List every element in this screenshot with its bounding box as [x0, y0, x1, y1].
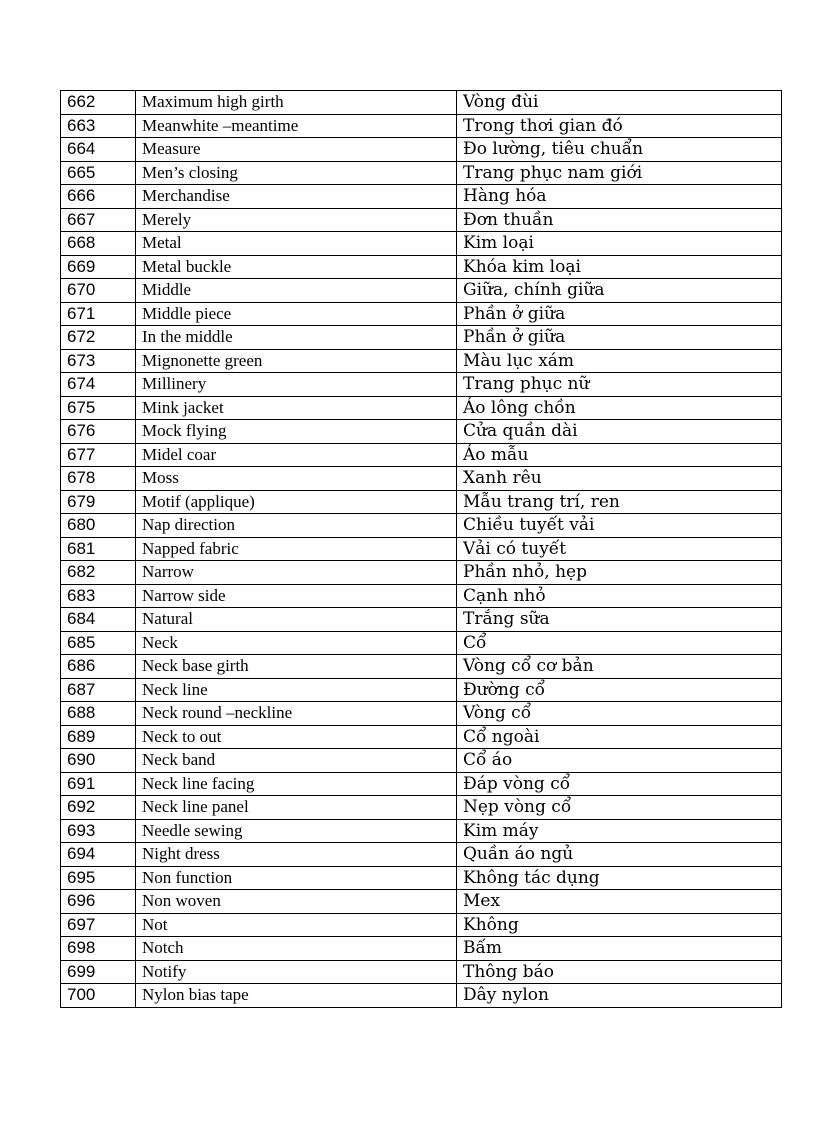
- vietnamese-term: Bấm: [457, 937, 782, 961]
- english-term: Neck band: [136, 749, 457, 773]
- vietnamese-term: Trắng sữa: [457, 608, 782, 632]
- table-row: [61, 772, 782, 796]
- term-number: 676: [61, 420, 136, 444]
- english-term: Middle: [136, 279, 457, 303]
- english-term: Neck round –neckline: [136, 702, 457, 726]
- glossary-table: [60, 90, 782, 1008]
- term-number: 662: [61, 91, 136, 115]
- term-number: 666: [61, 185, 136, 209]
- term-number: 699: [61, 960, 136, 984]
- vietnamese-term: Đo lường, tiêu chuẩn: [457, 138, 782, 162]
- table-row: [61, 678, 782, 702]
- vietnamese-term: Hàng hóa: [457, 185, 782, 209]
- vietnamese-term: Vòng cổ: [457, 702, 782, 726]
- table-row: [61, 819, 782, 843]
- term-number: 686: [61, 655, 136, 679]
- english-term: In the middle: [136, 326, 457, 350]
- english-term: Measure: [136, 138, 457, 162]
- english-term: Merely: [136, 208, 457, 232]
- vietnamese-term: Vải có tuyết: [457, 537, 782, 561]
- glossary-body: [61, 91, 782, 1008]
- table-row: [61, 302, 782, 326]
- table-row: [61, 702, 782, 726]
- term-number: 673: [61, 349, 136, 373]
- term-number: 697: [61, 913, 136, 937]
- table-row: [61, 232, 782, 256]
- table-row: [61, 138, 782, 162]
- english-term: Midel coar: [136, 443, 457, 467]
- vietnamese-term: Chiều tuyết vải: [457, 514, 782, 538]
- term-number: 695: [61, 866, 136, 890]
- vietnamese-term: Trang phục nam giới: [457, 161, 782, 185]
- english-term: Middle piece: [136, 302, 457, 326]
- table-row: [61, 373, 782, 397]
- table-row: [61, 326, 782, 350]
- vietnamese-term: Kim máy: [457, 819, 782, 843]
- term-number: 690: [61, 749, 136, 773]
- vietnamese-term: Trong thơi gian đó: [457, 114, 782, 138]
- english-term: Motif (applique): [136, 490, 457, 514]
- table-row: [61, 185, 782, 209]
- english-term: Mignonette green: [136, 349, 457, 373]
- english-term: Maximum high girth: [136, 91, 457, 115]
- term-number: 671: [61, 302, 136, 326]
- english-term: Mink jacket: [136, 396, 457, 420]
- term-number: 687: [61, 678, 136, 702]
- term-number: 692: [61, 796, 136, 820]
- vietnamese-term: Áo mẫu: [457, 443, 782, 467]
- term-number: 685: [61, 631, 136, 655]
- term-number: 694: [61, 843, 136, 867]
- term-number: 677: [61, 443, 136, 467]
- english-term: Nylon bias tape: [136, 984, 457, 1008]
- english-term: Merchandise: [136, 185, 457, 209]
- vietnamese-term: Phần ở giữa: [457, 302, 782, 326]
- table-row: [61, 584, 782, 608]
- table-row: [61, 279, 782, 303]
- table-row: [61, 161, 782, 185]
- table-row: [61, 91, 782, 115]
- table-row: [61, 467, 782, 491]
- english-term: Notch: [136, 937, 457, 961]
- vietnamese-term: Nẹp vòng cổ: [457, 796, 782, 820]
- vietnamese-term: Cạnh nhỏ: [457, 584, 782, 608]
- term-number: 667: [61, 208, 136, 232]
- term-number: 698: [61, 937, 136, 961]
- vietnamese-term: Không: [457, 913, 782, 937]
- english-term: Neck base girth: [136, 655, 457, 679]
- english-term: Non function: [136, 866, 457, 890]
- term-number: 683: [61, 584, 136, 608]
- term-number: 696: [61, 890, 136, 914]
- table-row: [61, 396, 782, 420]
- table-row: [61, 608, 782, 632]
- vietnamese-term: Cổ: [457, 631, 782, 655]
- english-term: Needle sewing: [136, 819, 457, 843]
- vietnamese-term: Không tác dụng: [457, 866, 782, 890]
- vietnamese-term: Thông báo: [457, 960, 782, 984]
- vietnamese-term: Áo lông chồn: [457, 396, 782, 420]
- vietnamese-term: Phần nhỏ, hẹp: [457, 561, 782, 585]
- table-row: [61, 443, 782, 467]
- english-term: Neck: [136, 631, 457, 655]
- vietnamese-term: Quần áo ngủ: [457, 843, 782, 867]
- english-term: Neck line panel: [136, 796, 457, 820]
- english-term: Notify: [136, 960, 457, 984]
- term-number: 679: [61, 490, 136, 514]
- table-row: [61, 749, 782, 773]
- english-term: Meanwhite –meantime: [136, 114, 457, 138]
- table-row: [61, 866, 782, 890]
- vietnamese-term: Kim loại: [457, 232, 782, 256]
- english-term: Napped fabric: [136, 537, 457, 561]
- term-number: 664: [61, 138, 136, 162]
- term-number: 700: [61, 984, 136, 1008]
- english-term: Metal buckle: [136, 255, 457, 279]
- vietnamese-term: Mex: [457, 890, 782, 914]
- table-row: [61, 937, 782, 961]
- english-term: Non woven: [136, 890, 457, 914]
- term-number: 691: [61, 772, 136, 796]
- term-number: 684: [61, 608, 136, 632]
- table-row: [61, 843, 782, 867]
- term-number: 678: [61, 467, 136, 491]
- table-row: [61, 490, 782, 514]
- table-row: [61, 420, 782, 444]
- term-number: 689: [61, 725, 136, 749]
- vietnamese-term: Đường cổ: [457, 678, 782, 702]
- table-row: [61, 984, 782, 1008]
- english-term: Neck line: [136, 678, 457, 702]
- term-number: 663: [61, 114, 136, 138]
- term-number: 693: [61, 819, 136, 843]
- english-term: Neck to out: [136, 725, 457, 749]
- english-term: Millinery: [136, 373, 457, 397]
- table-row: [61, 349, 782, 373]
- table-row: [61, 537, 782, 561]
- table-row: [61, 631, 782, 655]
- vietnamese-term: Đáp vòng cổ: [457, 772, 782, 796]
- english-term: Not: [136, 913, 457, 937]
- vietnamese-term: Xanh rêu: [457, 467, 782, 491]
- term-number: 670: [61, 279, 136, 303]
- english-term: Metal: [136, 232, 457, 256]
- vietnamese-term: Cổ ngoài: [457, 725, 782, 749]
- term-number: 680: [61, 514, 136, 538]
- term-number: 669: [61, 255, 136, 279]
- term-number: 675: [61, 396, 136, 420]
- table-row: [61, 796, 782, 820]
- table-row: [61, 208, 782, 232]
- english-term: Neck line facing: [136, 772, 457, 796]
- table-row: [61, 725, 782, 749]
- vietnamese-term: Mẫu trang trí, ren: [457, 490, 782, 514]
- term-number: 688: [61, 702, 136, 726]
- english-term: Mock flying: [136, 420, 457, 444]
- vietnamese-term: Vòng đùi: [457, 91, 782, 115]
- vietnamese-term: Giữa, chính giữa: [457, 279, 782, 303]
- vietnamese-term: Khóa kim loại: [457, 255, 782, 279]
- vietnamese-term: Phần ở giữa: [457, 326, 782, 350]
- vietnamese-term: Đơn thuần: [457, 208, 782, 232]
- term-number: 668: [61, 232, 136, 256]
- vietnamese-term: Cổ áo: [457, 749, 782, 773]
- table-row: [61, 913, 782, 937]
- vietnamese-term: Trang phục nữ: [457, 373, 782, 397]
- table-row: [61, 960, 782, 984]
- term-number: 681: [61, 537, 136, 561]
- english-term: Nap direction: [136, 514, 457, 538]
- english-term: Night dress: [136, 843, 457, 867]
- vietnamese-term: Vòng cổ cơ bản: [457, 655, 782, 679]
- table-row: [61, 561, 782, 585]
- table-row: [61, 514, 782, 538]
- term-number: 682: [61, 561, 136, 585]
- table-row: [61, 114, 782, 138]
- english-term: Narrow: [136, 561, 457, 585]
- term-number: 665: [61, 161, 136, 185]
- table-row: [61, 255, 782, 279]
- table-row: [61, 890, 782, 914]
- english-term: Men’s closing: [136, 161, 457, 185]
- table-row: [61, 655, 782, 679]
- english-term: Moss: [136, 467, 457, 491]
- term-number: 672: [61, 326, 136, 350]
- vietnamese-term: Dây nylon: [457, 984, 782, 1008]
- vietnamese-term: Màu lục xám: [457, 349, 782, 373]
- vietnamese-term: Cửa quần dài: [457, 420, 782, 444]
- english-term: Natural: [136, 608, 457, 632]
- term-number: 674: [61, 373, 136, 397]
- english-term: Narrow side: [136, 584, 457, 608]
